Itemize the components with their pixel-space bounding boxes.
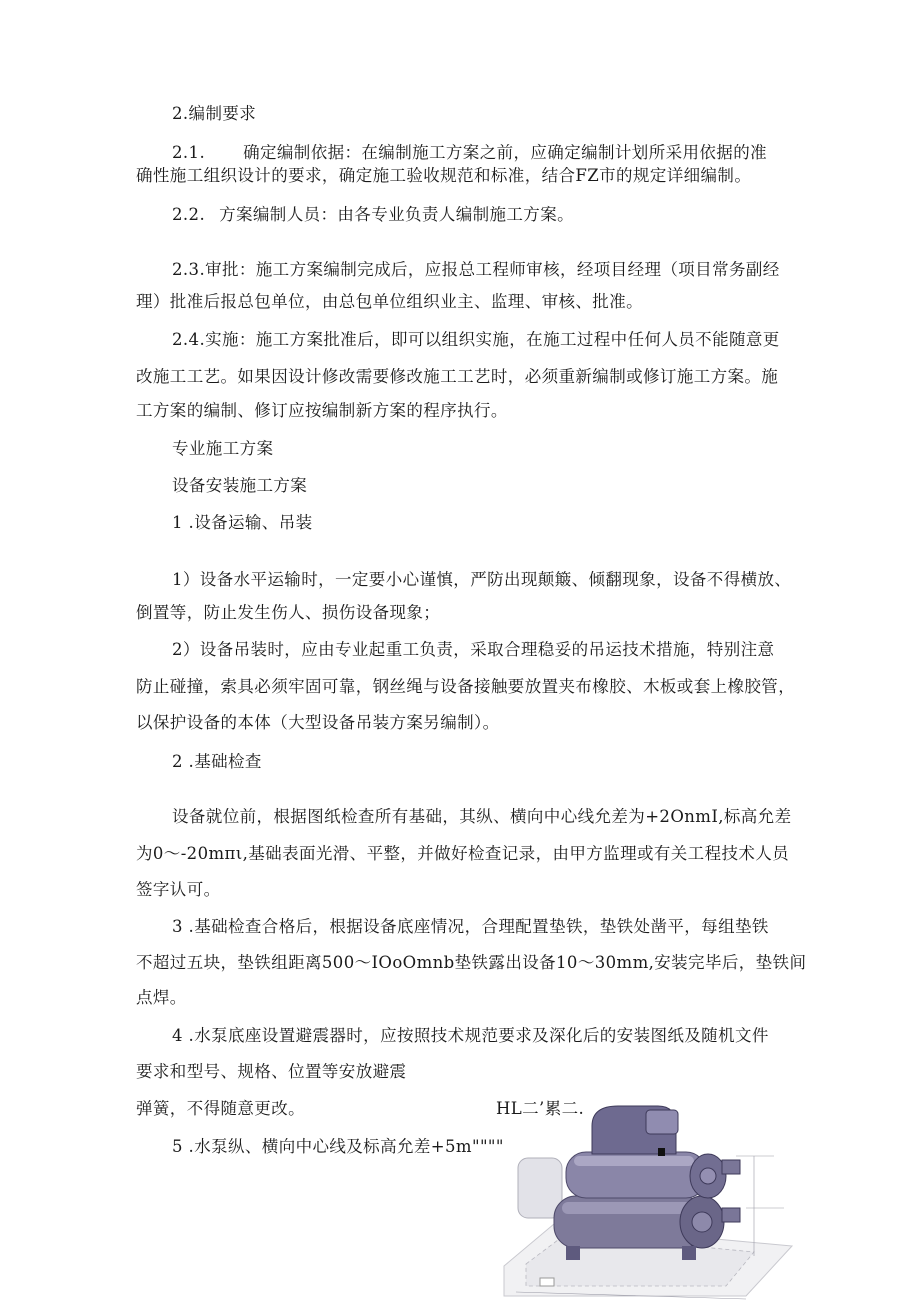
chiller-unit-illustration bbox=[496, 1096, 796, 1301]
item-1-line1: 1）设备水平运输时，一定要小心谨慎，严防出现颠簸、倾翻现象，设备不得横放、 bbox=[172, 570, 792, 589]
section-1-title: 1 .设备运输、吊装 bbox=[172, 513, 313, 532]
para-2-2-text: 方案编制人员：由各专业负责人编制施工方案。 bbox=[219, 205, 574, 224]
para-2-3-line1: 2.3.审批：施工方案编制完成后，应报总工程师审核，经项目经理（项目常务副经 bbox=[172, 260, 780, 279]
para-2-1-line2: 确性施工组织设计的要求，确定施工验收规范和标准，结合FZ市的规定详细编制。 bbox=[136, 166, 752, 185]
item-1-line2: 倒置等，防止发生伤人、损伤设备现象； bbox=[136, 603, 441, 622]
para-2-1-line1 bbox=[172, 143, 767, 163]
heading-equipment-plan: 设备安装施工方案 bbox=[172, 476, 308, 495]
section-3-line2: 不超过五块，垫铁组距离500～IOoOmnb垫铁露出设备10～30mm,安装完毕后，垫铁间 bbox=[136, 953, 807, 972]
section-3-line1: 3 .基础检查合格后，根据设备底座情况，合理配置垫铁，垫铁处凿平，每组垫铁 bbox=[172, 917, 769, 936]
section-2-title: 2 .基础检查 bbox=[172, 752, 262, 771]
heading-professional-plan: 专业施工方案 bbox=[172, 439, 274, 458]
item-2-line1: 2）设备吊装时，应由专业起重工负责，采取合理稳妥的吊运技术措施，特别注意 bbox=[172, 640, 775, 659]
para-2-2 bbox=[172, 205, 574, 225]
item-2-line3: 以保护设备的本体（大型设备吊装方案另编制）。 bbox=[136, 713, 500, 732]
section-4-line2: 要求和型号、规格、位置等安放避震 bbox=[136, 1062, 407, 1081]
para-2-4-line2: 改施工工艺。如果因设计修改需要修改施工工艺时，必须重新编制或修订施工方案。施 bbox=[136, 367, 779, 386]
heading-2: 2.编制要求 bbox=[172, 104, 257, 123]
chiller-drawing bbox=[496, 1096, 796, 1301]
para-2-2-number: 2.2. bbox=[172, 205, 206, 224]
para-2-3-line2: 理）批准后报总包单位，由总包单位组织业主、监理、审核、批准。 bbox=[136, 292, 643, 311]
para-2-1-text: 确定编制依据：在编制施工方案之前，应确定编制计划所采用依据的准 bbox=[243, 143, 767, 162]
para-2-4-line1: 2.4.实施：施工方案批准后，即可以组织实施，在施工过程中任何人员不能随意更 bbox=[172, 330, 780, 349]
para-2-4-line3: 工方案的编制、修订应按编制新方案的程序执行。 bbox=[136, 401, 508, 420]
foundation-para-line3: 签字认可。 bbox=[136, 880, 221, 899]
para-2-1-number: 2.1. bbox=[172, 143, 206, 162]
section-4-line1: 4 .水泵底座设置避震器时，应按照技术规范要求及深化后的安装图纸及随机文件 bbox=[172, 1026, 769, 1045]
foundation-para-line2: 为0～-20mπι,基础表面光滑、平整，并做好检查记录，由甲方监理或有关工程技术人员 bbox=[136, 844, 790, 863]
item-2-line2: 防止碰撞，索具必须牢固可靠，钢丝绳与设备接触要放置夹布橡胶、木板或套上橡胶管， bbox=[136, 677, 796, 696]
foundation-para-line1: 设备就位前，根据图纸检查所有基础，其纵、横向中心线允差为+2OnmI,标高允差 bbox=[172, 807, 792, 826]
section-5-line1: 5 .水泵纵、横向中心线及标高允差+5m"""" bbox=[172, 1137, 504, 1156]
section-3-line3: 点焊。 bbox=[136, 988, 187, 1007]
figure-ocr-noise: HL二’累二. bbox=[496, 1099, 585, 1118]
section-4-line3: 弹簧，不得随意更改。 bbox=[136, 1099, 305, 1118]
